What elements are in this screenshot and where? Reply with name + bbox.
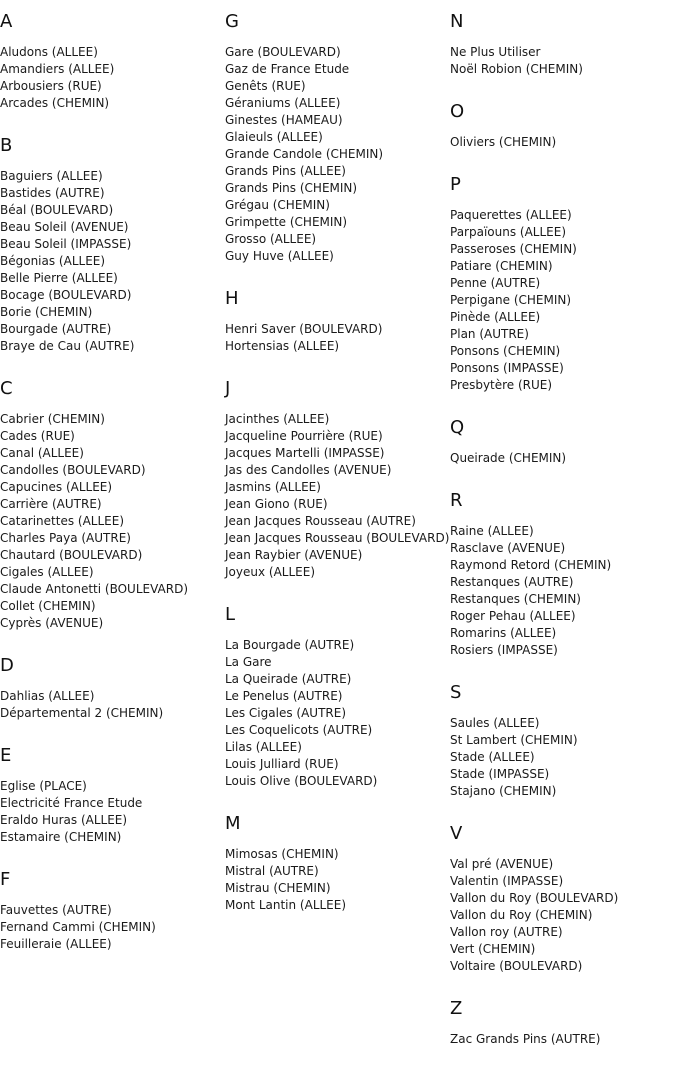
street-link[interactable]: Restanques (CHEMIN) (450, 592, 581, 606)
street-link[interactable]: Catarinettes (ALLEE) (0, 514, 125, 528)
street-list (225, 321, 450, 355)
letter-heading: O (450, 101, 465, 122)
street-link[interactable]: Jean Raybier (AVENUE) (225, 548, 363, 562)
letter-heading: D (0, 655, 14, 676)
letter-group-m (225, 814, 450, 914)
street-link[interactable]: Henri Saver (BOULEVARD) (225, 322, 383, 336)
street-link[interactable]: Cyprès (AVENUE) (0, 616, 104, 630)
street-link[interactable]: Aludons (ALLEE) (0, 45, 98, 59)
street-link[interactable]: Ponsons (IMPASSE) (450, 361, 564, 375)
street-link[interactable]: Jacinthes (ALLEE) (225, 412, 330, 426)
letter-group-z (450, 999, 675, 1048)
letter-group-p (450, 175, 675, 394)
street-link[interactable]: Estamaire (CHEMIN) (0, 830, 122, 844)
letter-group-b (0, 136, 225, 355)
street-list (225, 846, 450, 914)
street-link[interactable]: Stade (IMPASSE) (450, 767, 550, 781)
street-list (450, 715, 675, 800)
street-link[interactable]: Oliviers (CHEMIN) (450, 135, 557, 149)
street-link[interactable]: Rosiers (IMPASSE) (450, 643, 558, 657)
letter-group-j (225, 379, 450, 581)
letter-heading: A (0, 11, 13, 32)
street-link[interactable]: Cigales (ALLEE) (0, 565, 94, 579)
street-link[interactable]: Raymond Retord (CHEMIN) (450, 558, 612, 572)
street-link[interactable]: Grande Candole (CHEMIN) (225, 147, 384, 161)
letter-heading: P (450, 174, 461, 195)
street-link[interactable]: Cabrier (CHEMIN) (0, 412, 105, 426)
street-link[interactable]: Mont Lantin (ALLEE) (225, 898, 347, 912)
street-link[interactable]: Dahlias (ALLEE) (0, 689, 95, 703)
index-column-1 (0, 0, 225, 977)
street-link[interactable]: Grimpette (CHEMIN) (225, 215, 348, 229)
letter-heading: Q (450, 417, 465, 438)
street-link[interactable]: Restanques (AUTRE) (450, 575, 574, 589)
street-list (225, 411, 450, 581)
street-link[interactable]: Eraldo Huras (ALLEE) (0, 813, 128, 827)
street-link[interactable]: Belle Pierre (ALLEE) (0, 271, 118, 285)
street-link[interactable]: Bégonias (ALLEE) (0, 254, 106, 268)
letter-group-f (0, 870, 225, 953)
street-link[interactable]: Ponsons (CHEMIN) (450, 344, 561, 358)
letter-group-q (450, 418, 675, 467)
letter-heading: L (225, 604, 236, 625)
letter-heading: C (0, 378, 13, 399)
letter-heading: G (225, 11, 239, 32)
street-link[interactable]: Queirade (CHEMIN) (450, 451, 567, 465)
street-link[interactable]: Paquerettes (ALLEE) (450, 208, 572, 222)
street-link[interactable]: Ginestes (HAMEAU) (225, 113, 343, 127)
street-link[interactable]: Joyeux (ALLEE) (225, 565, 315, 579)
street-link[interactable]: Romarins (ALLEE) (450, 626, 557, 640)
letter-heading: F (0, 869, 11, 890)
street-link[interactable]: Guy Huve (ALLEE) (225, 249, 334, 263)
street-link[interactable]: Bastides (AUTRE) (0, 186, 105, 200)
street-link[interactable]: Jasmins (ALLEE) (225, 480, 321, 494)
street-list (0, 168, 225, 355)
street-link[interactable]: Carrière (AUTRE) (0, 497, 102, 511)
street-link[interactable]: Voltaire (BOULEVARD) (450, 959, 583, 973)
street-link[interactable]: Noël Robion (CHEMIN) (450, 62, 583, 76)
street-link[interactable]: Départemental 2 (CHEMIN) (0, 706, 164, 720)
street-link[interactable]: Claude Antonetti (BOULEVARD) (0, 582, 189, 596)
street-link[interactable]: La Bourgade (AUTRE) (225, 638, 355, 652)
letter-heading: Z (450, 998, 463, 1019)
street-link[interactable]: Jean Jacques Rousseau (BOULEVARD) (225, 531, 450, 545)
street-list (0, 44, 225, 112)
street-link[interactable]: Grands Pins (ALLEE) (225, 164, 346, 178)
letter-heading: J (225, 378, 231, 399)
street-link[interactable]: Beau Soleil (AVENUE) (0, 220, 129, 234)
street-link[interactable]: Perpigane (CHEMIN) (450, 293, 572, 307)
street-link[interactable]: Chautard (BOULEVARD) (0, 548, 143, 562)
letter-heading: R (450, 490, 463, 511)
street-list (0, 778, 225, 846)
street-link[interactable]: Grosso (ALLEE) (225, 232, 317, 246)
street-link[interactable]: Amandiers (ALLEE) (0, 62, 115, 76)
street-link[interactable]: Grégau (CHEMIN) (225, 198, 330, 212)
street-link[interactable]: Val pré (AVENUE) (450, 857, 554, 871)
street-link[interactable]: Vallon du Roy (BOULEVARD) (450, 891, 619, 905)
street-link[interactable]: Baguiers (ALLEE) (0, 169, 103, 183)
street-link[interactable]: Valentin (IMPASSE) (450, 874, 564, 888)
letter-group-o (450, 102, 675, 151)
street-link[interactable]: Mistrau (CHEMIN) (225, 881, 331, 895)
letter-heading: S (450, 682, 462, 703)
street-link[interactable]: Bourgade (AUTRE) (0, 322, 112, 336)
letter-group-d (0, 656, 225, 722)
street-link[interactable]: Borie (CHEMIN) (0, 305, 93, 319)
street-link[interactable]: Zac Grands Pins (AUTRE) (450, 1032, 601, 1046)
street-list (450, 1031, 675, 1048)
street-link[interactable]: Gare (BOULEVARD) (225, 45, 341, 59)
street-list (450, 134, 675, 151)
street-link[interactable]: Arcades (CHEMIN) (0, 96, 110, 110)
street-link[interactable]: Arbousiers (RUE) (0, 79, 102, 93)
street-list (225, 637, 450, 790)
street-link[interactable]: Beau Soleil (IMPASSE) (0, 237, 132, 251)
street-link[interactable]: La Gare (225, 655, 272, 669)
street-link[interactable]: Charles Paya (AUTRE) (0, 531, 131, 545)
letter-group-r (450, 491, 675, 659)
street-link[interactable]: Vert (CHEMIN) (450, 942, 536, 956)
letter-group-a (0, 12, 225, 112)
letter-group-v (450, 824, 675, 975)
street-list (450, 523, 675, 659)
street-link[interactable]: Passeroses (CHEMIN) (450, 242, 577, 256)
street-link[interactable]: Les Coquelicots (AUTRE) (225, 723, 373, 737)
street-link[interactable]: Géraniums (ALLEE) (225, 96, 341, 110)
street-list (450, 450, 675, 467)
street-link[interactable]: Stade (ALLEE) (450, 750, 535, 764)
street-link[interactable]: Canal (ALLEE) (0, 446, 84, 460)
street-link[interactable]: Louis Olive (BOULEVARD) (225, 774, 378, 788)
street-link[interactable]: Patiare (CHEMIN) (450, 259, 553, 273)
street-link[interactable]: Stajano (CHEMIN) (450, 784, 557, 798)
letter-group-s (450, 683, 675, 800)
street-list (225, 44, 450, 265)
street-link[interactable]: Electricité France Etude (0, 796, 143, 810)
street-link[interactable]: Eglise (PLACE) (0, 779, 87, 793)
street-link[interactable]: Jean Jacques Rousseau (AUTRE) (225, 514, 416, 528)
letter-heading: M (225, 813, 241, 834)
letter-heading: B (0, 135, 13, 156)
street-link[interactable]: Gaz de France Etude (225, 62, 350, 76)
street-link[interactable]: Collet (CHEMIN) (0, 599, 96, 613)
street-link[interactable]: Feuilleraie (ALLEE) (0, 937, 112, 951)
index-column-2 (225, 0, 450, 938)
street-list (0, 902, 225, 953)
street-link[interactable]: Jacques Martelli (IMPASSE) (225, 446, 385, 460)
street-link[interactable]: Presbytère (RUE) (450, 378, 553, 392)
letter-group-c (0, 379, 225, 632)
street-link[interactable]: Mimosas (CHEMIN) (225, 847, 339, 861)
street-link[interactable]: Candolles (BOULEVARD) (0, 463, 146, 477)
street-link[interactable]: Béal (BOULEVARD) (0, 203, 114, 217)
street-link[interactable]: Les Cigales (AUTRE) (225, 706, 346, 720)
letter-heading: H (225, 288, 239, 309)
street-link[interactable]: Grands Pins (CHEMIN) (225, 181, 358, 195)
letter-group-n (450, 12, 675, 78)
street-link[interactable]: Genêts (RUE) (225, 79, 306, 93)
street-list (0, 688, 225, 722)
letter-heading: N (450, 11, 464, 32)
street-link[interactable]: Mistral (AUTRE) (225, 864, 319, 878)
street-link[interactable]: Jacqueline Pourrière (RUE) (225, 429, 383, 443)
street-link[interactable]: Vallon du Roy (CHEMIN) (450, 908, 593, 922)
letter-group-e (0, 746, 225, 846)
street-link[interactable]: Capucines (ALLEE) (0, 480, 113, 494)
street-link[interactable]: Fauvettes (AUTRE) (0, 903, 112, 917)
street-link[interactable]: Louis Julliard (RUE) (225, 757, 339, 771)
street-list (0, 411, 225, 632)
street-link[interactable]: Raine (ALLEE) (450, 524, 534, 538)
street-link[interactable]: Le Penelus (AUTRE) (225, 689, 343, 703)
street-link[interactable]: Pinède (ALLEE) (450, 310, 541, 324)
street-list (450, 856, 675, 975)
letter-heading: E (0, 745, 12, 766)
letter-heading: V (450, 823, 463, 844)
street-link[interactable]: Roger Pehau (ALLEE) (450, 609, 576, 623)
street-link[interactable]: Vallon roy (AUTRE) (450, 925, 563, 939)
index-column-3 (450, 0, 675, 1072)
street-link[interactable]: Plan (AUTRE) (450, 327, 529, 341)
street-link[interactable]: St Lambert (CHEMIN) (450, 733, 578, 747)
street-link[interactable]: Penne (AUTRE) (450, 276, 541, 290)
street-link[interactable]: Saules (ALLEE) (450, 716, 540, 730)
street-link[interactable]: Cades (RUE) (0, 429, 75, 443)
street-link[interactable]: Braye de Cau (AUTRE) (0, 339, 135, 353)
street-link[interactable]: Rasclave (AVENUE) (450, 541, 566, 555)
street-list (450, 44, 675, 78)
street-link[interactable]: Bocage (BOULEVARD) (0, 288, 132, 302)
street-link[interactable]: Parpaïouns (ALLEE) (450, 225, 567, 239)
street-link[interactable]: Fernand Cammi (CHEMIN) (0, 920, 156, 934)
street-link[interactable]: Glaieuls (ALLEE) (225, 130, 323, 144)
street-link[interactable]: Jas des Candolles (AVENUE) (225, 463, 392, 477)
street-list (450, 207, 675, 394)
letter-group-l (225, 605, 450, 790)
letter-group-g (225, 12, 450, 265)
street-link[interactable]: Hortensias (ALLEE) (225, 339, 340, 353)
street-link[interactable]: Jean Giono (RUE) (225, 497, 328, 511)
street-link[interactable]: Lilas (ALLEE) (225, 740, 302, 754)
letter-group-h (225, 289, 450, 355)
street-link[interactable]: Ne Plus Utiliser (450, 45, 541, 59)
street-link[interactable]: La Queirade (AUTRE) (225, 672, 352, 686)
